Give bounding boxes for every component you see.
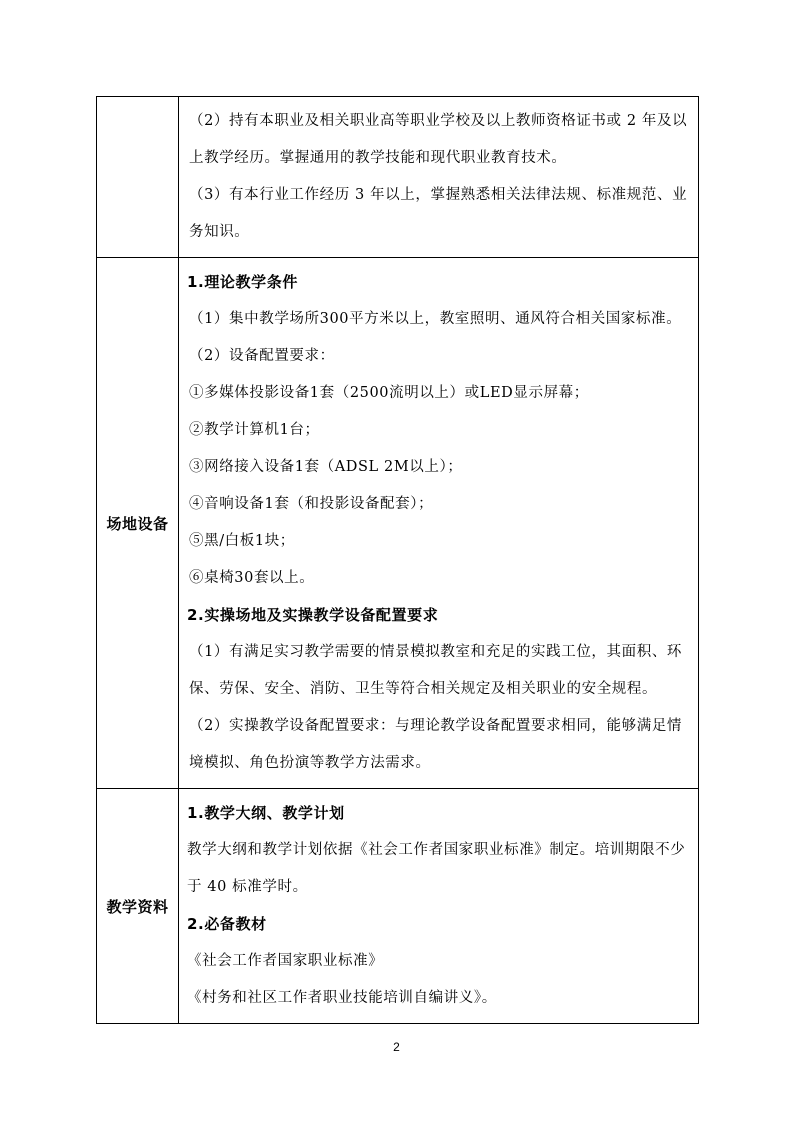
equipment-item: ④音响设备1套（和投影设备配套）； [189, 496, 434, 512]
section-heading-theory-conditions: 1.理论教学条件 [187, 273, 298, 291]
section-heading-practical-venue: 2.实操场地及实操教学设备配置要求 [187, 606, 439, 624]
textbook-item: 《村务和社区工作者职业技能培训自编讲义》。 [187, 990, 497, 1006]
equipment-item: ②教学计算机1台； [189, 422, 320, 438]
textbook-item: 《社会工作者国家职业标准》 [187, 953, 384, 969]
venue-equipment-content [179, 258, 699, 789]
practical-equipment-requirement: （2）实操教学设备配置要求：与理论教学设备配置要求相同，能够满足情境模拟、角色扮演等教学方法需求。 [189, 718, 683, 771]
equipment-item: ⑤黑/白板1块； [189, 533, 295, 549]
equipment-item: ①多媒体投影设备1套（2500流明以上）或LED显示屏幕； [189, 385, 589, 401]
equipment-config-title: （2）设备配置要求： [189, 348, 335, 364]
qualification-item-2: （2）持有本职业及相关职业高等职业学校及以上教师资格证书或 2 年及以上教学经历。掌握通用的教学技能和现代职业教育技术。 [189, 113, 688, 166]
requirements-table [96, 96, 699, 1024]
teaching-space-requirement: （1）集中教学场所300平方米以上，教室照明、通风符合相关国家标准。 [189, 311, 682, 327]
table-row-venue-equipment [97, 258, 699, 789]
practical-venue-requirement: （1）有满足实习教学需要的情景模拟教室和充足的实践工位，其面积、环保、劳保、安全、消防、卫生等符合相关规定及相关职业的安全规程。 [189, 644, 683, 697]
section-heading-syllabus: 1.教学大纲、教学计划 [187, 804, 345, 822]
table-row-teacher-qualifications [97, 97, 699, 258]
row-label-teaching-materials: 教学资料 [97, 789, 179, 1024]
syllabus-description: 教学大纲和教学计划依据《社会工作者国家职业标准》制定。培训期限不少于 40 标准学时。 [187, 842, 686, 895]
row-label-empty [97, 97, 179, 258]
teaching-materials-content [179, 789, 699, 1024]
teacher-qualification-content [179, 97, 699, 258]
equipment-item: ⑥桌椅30套以上。 [189, 570, 315, 586]
page-number: 2 [393, 1040, 400, 1054]
section-heading-textbooks: 2.必备教材 [187, 915, 267, 933]
equipment-item: ③网络接入设备1套（ADSL 2M以上）； [189, 459, 463, 475]
table-row-teaching-materials [97, 789, 699, 1024]
row-label-venue-equipment: 场地设备 [97, 258, 179, 789]
qualification-item-3: （3）有本行业工作经历 3 年以上，掌握熟悉相关法律法规、标准规范、业务知识。 [189, 187, 688, 240]
